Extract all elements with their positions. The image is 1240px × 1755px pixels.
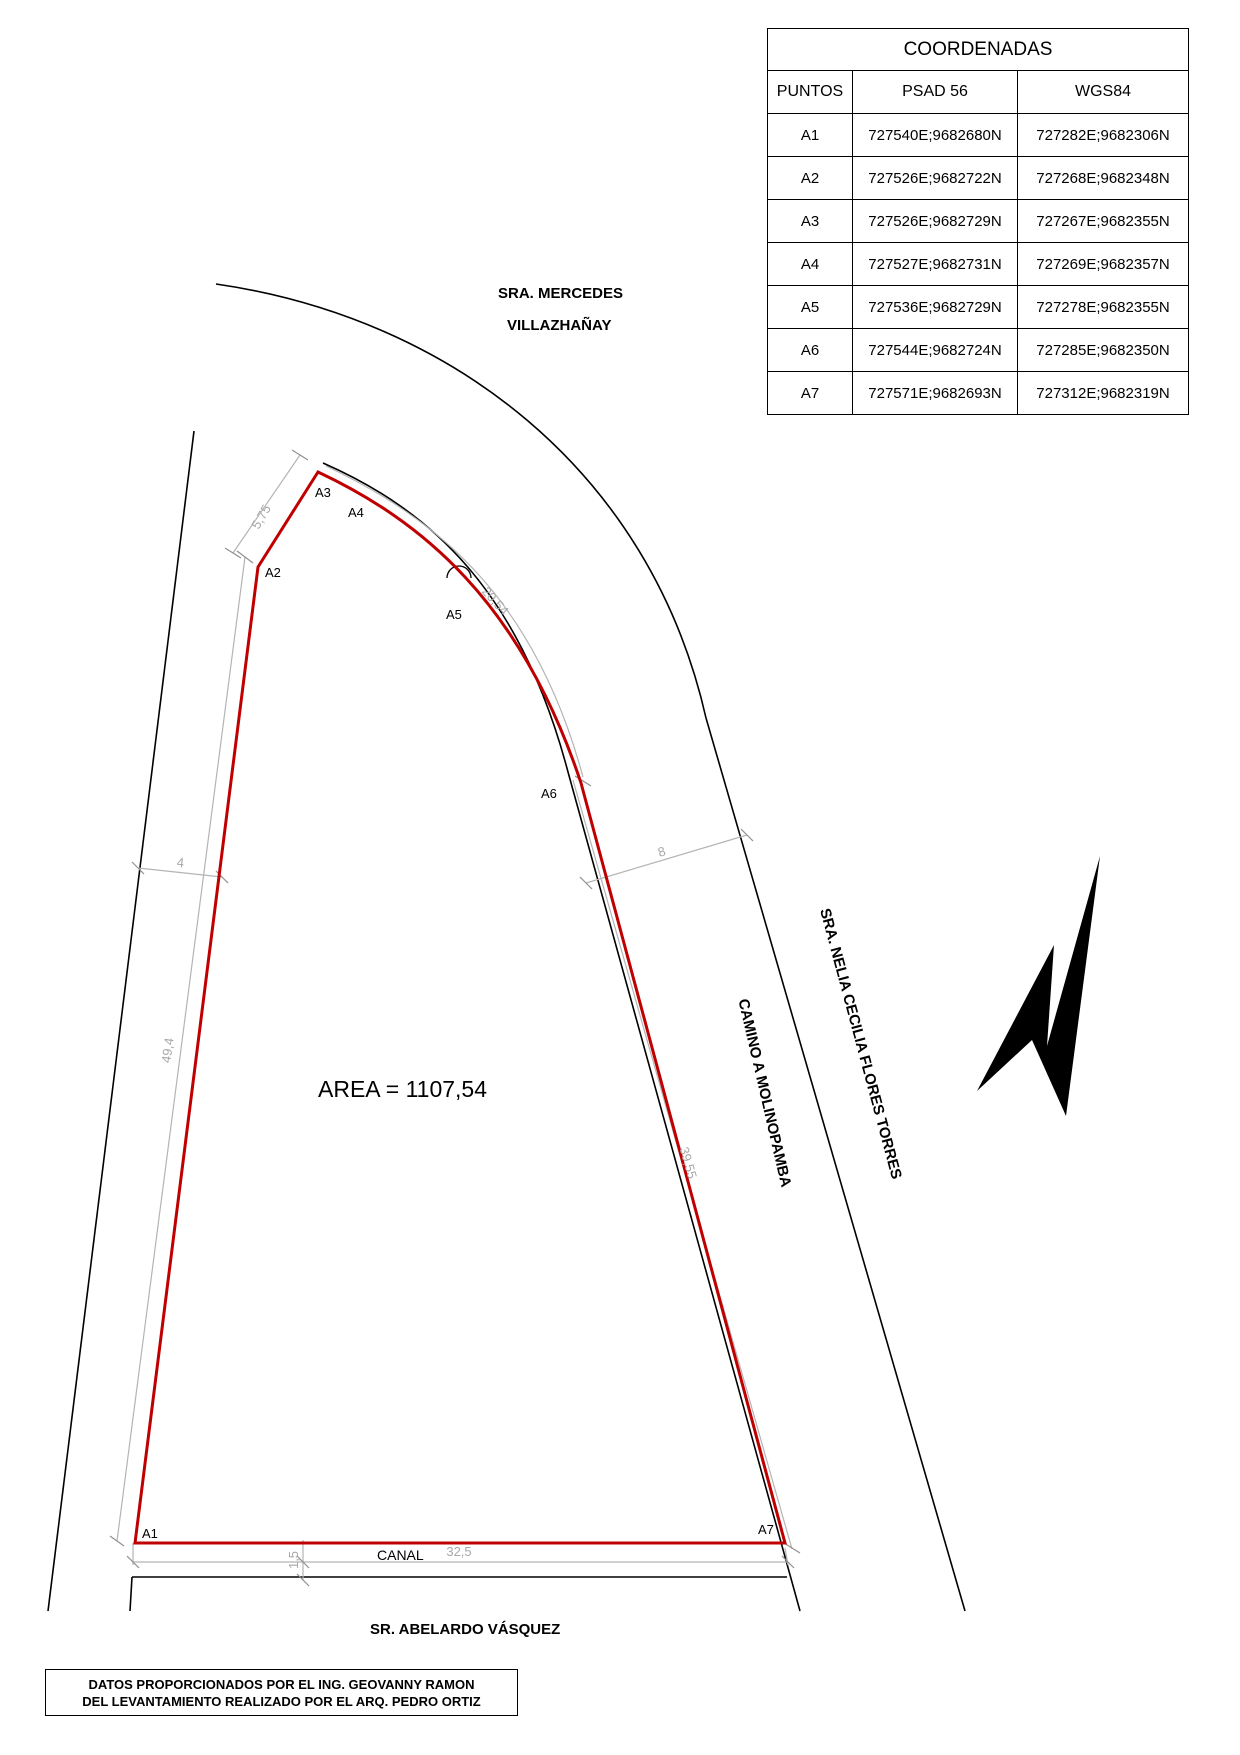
canal-label: CANAL [377, 1547, 424, 1563]
point-cell: A2 [768, 157, 853, 200]
vertex-label-a2: A2 [265, 565, 281, 580]
psad56-cell: 727544E;9682724N [853, 329, 1018, 372]
dim-text-canal: 1,5 [286, 1550, 301, 1570]
vertex-label-a1: A1 [142, 1526, 158, 1541]
point-cell: A7 [768, 372, 853, 415]
neighbor-north-line1: SRA. MERCEDES [498, 285, 624, 302]
point-cell: A6 [768, 329, 853, 372]
dim-text-left: 4 [176, 854, 185, 871]
psad56-cell: 727526E;9682729N [853, 200, 1018, 243]
north-arrow-icon [977, 856, 1100, 1116]
dim-text-a1-a2: 49,4 [158, 1036, 177, 1064]
psad56-cell: 727526E;9682722N [853, 157, 1018, 200]
wgs84-cell: 727312E;9682319N [1018, 372, 1189, 415]
wgs84-cell: 727268E;9682348N [1018, 157, 1189, 200]
point-cell: A5 [768, 286, 853, 329]
dim-text-a2-a3: 5,75 [248, 502, 274, 532]
parcel-boundary [135, 472, 785, 1543]
point-cell: A3 [768, 200, 853, 243]
east-road-edge [706, 718, 965, 1611]
dim-line-a1-a2 [117, 557, 245, 1541]
vertex-label-a4: A4 [348, 505, 364, 520]
point-cell: A4 [768, 243, 853, 286]
vertex-label-a6: A6 [541, 786, 557, 801]
neighbor-east: SRA. NELIA CECILIA FLORES TORRES [816, 906, 905, 1181]
footer-line-1: DATOS PROPORCIONADOS POR EL ING. GEOVANNY RAMON [88, 1677, 475, 1692]
wgs84-cell: 727269E;9682357N [1018, 243, 1189, 286]
area-label: AREA = 1107,54 [318, 1076, 488, 1102]
parcel-road-edge [323, 463, 800, 1611]
dim-line-road [586, 835, 747, 883]
dim-line-a2-a3 [233, 455, 300, 553]
psad56-cell: 727540E;9682680N [853, 114, 1018, 157]
canal-left-edge [130, 1577, 132, 1611]
psad56-cell: 727536E;9682729N [853, 286, 1018, 329]
column-header-psad56: PSAD 56 [853, 71, 1018, 114]
dim-tick [741, 829, 753, 841]
wgs84-cell: 727278E;9682355N [1018, 286, 1189, 329]
north-boundary-arc [216, 284, 706, 718]
dim-text-a6-a7: 39,55 [676, 1145, 701, 1181]
dim-tick [575, 776, 591, 786]
west-road-edge [48, 431, 194, 1611]
dim-tick [225, 548, 241, 558]
dim-text-arc: 20,54 [478, 583, 512, 619]
dim-text-a1-a7: 32,5 [446, 1544, 472, 1559]
vertex-label-a5: A5 [446, 607, 462, 622]
vertex-label-a7: A7 [758, 1522, 774, 1537]
column-header-puntos: PUNTOS [768, 71, 853, 114]
wgs84-cell: 727267E;9682355N [1018, 200, 1189, 243]
wgs84-cell: 727282E;9682306N [1018, 114, 1189, 157]
point-cell: A1 [768, 114, 853, 157]
table-title: COORDENADAS [768, 29, 1189, 71]
wgs84-cell: 727285E;9682350N [1018, 329, 1189, 372]
neighbor-north-line2: VILLAZHAÑAY [507, 317, 612, 334]
road-label: CAMINO A MOLINOPAMBA [734, 997, 795, 1189]
column-header-wgs84: WGS84 [1018, 71, 1189, 114]
dim-tick [292, 450, 308, 460]
footer-line-2: DEL LEVANTAMIENTO REALIZADO POR EL ARQ. PEDRO ORTIZ [82, 1694, 481, 1709]
psad56-cell: 727571E;9682693N [853, 372, 1018, 415]
neighbor-south: SR. ABELARDO VÁSQUEZ [370, 1621, 561, 1638]
footer-note [45, 1669, 518, 1716]
psad56-cell: 727527E;9682731N [853, 243, 1018, 286]
dim-tick [580, 877, 592, 889]
dim-text-road: 8 [656, 843, 668, 860]
vertex-label-a3: A3 [315, 485, 331, 500]
